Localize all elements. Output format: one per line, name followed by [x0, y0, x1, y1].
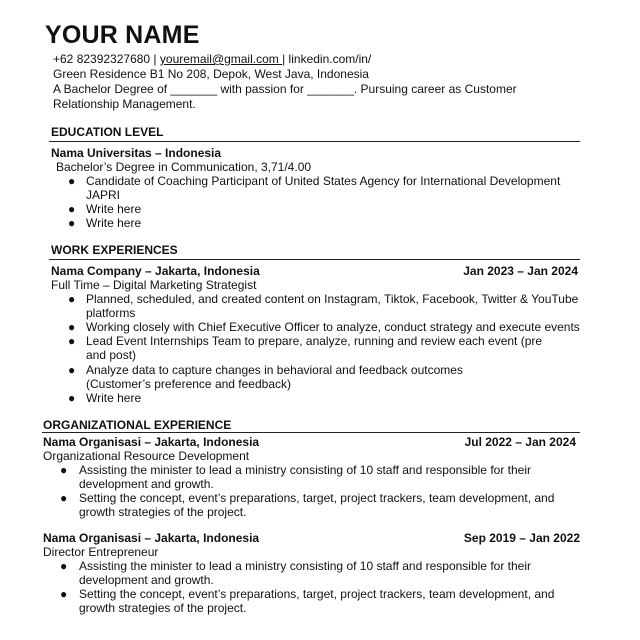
- work-rule: [49, 259, 580, 260]
- bullet-dot: ●: [68, 320, 76, 334]
- org1-bullet-1-cont: development and growth.: [79, 477, 214, 491]
- bullet-dot: ●: [68, 363, 76, 377]
- bullet-dot: ●: [68, 202, 76, 216]
- work-role: Full Time – Digital Marketing Strategist: [51, 278, 257, 292]
- work-bullet-1: Planned, scheduled, and created content on Instagram, Tiktok, Facebook, Twitter & YouTube: [86, 292, 579, 306]
- company-name: Nama Company – Jakarta, Indonesia: [51, 264, 260, 278]
- org-name-1: Nama Organisasi – Jakarta, Indonesia: [43, 435, 260, 449]
- degree: Bachelor’s Degree in Communication, 3,71/4.00: [56, 160, 312, 174]
- edu-bullet-2: Write here: [86, 202, 142, 216]
- work-bullet-2: Working closely with Chief Executive Officer to analyze, conduct strategy and execute events: [86, 320, 580, 334]
- bullet-dot: ●: [68, 292, 76, 306]
- work-bullet-3: Lead Event Internships Team to prepare, analyze, running and review each event (pre: [86, 334, 543, 348]
- work-bullet-4: Analyze data to capture changes in behavioral and feedback outcomes: [86, 363, 463, 377]
- edu-bullet-3: Write here: [86, 216, 142, 230]
- org1-bullet-2-cont: growth strategies of the project.: [79, 505, 247, 519]
- contact-line: [53, 52, 371, 66]
- org2-bullet-1: Assisting the minister to lead a ministry consisting of 10 staff and responsible for their: [79, 559, 531, 573]
- org-dates-2: Sep 2019 – Jan 2022: [463, 531, 580, 545]
- bullet-dot: ●: [68, 391, 76, 405]
- org2-bullet-2-cont: growth strategies of the project.: [79, 601, 247, 615]
- work-bullet-5: Write here: [86, 391, 142, 405]
- org2-bullet-2: Setting the concept, event’s preparations, target, project trackers, team development, and: [79, 587, 555, 601]
- org1-bullet-2: Setting the concept, event’s preparations, target, project trackers, team development, and: [79, 491, 555, 505]
- address: Green Residence B1 No 208, Depok, West Java, Indonesia: [53, 67, 369, 81]
- org-role-1: Organizational Resource Development: [43, 449, 250, 463]
- work-dates: Jan 2023 – Jan 2024: [463, 264, 578, 278]
- resume-name: YOUR NAME: [45, 21, 200, 49]
- work-bullet-3-cont: and post): [86, 348, 137, 362]
- education-rule: [49, 141, 580, 142]
- org-rule: [42, 432, 580, 433]
- summary-line-2: Relationship Management.: [53, 97, 196, 111]
- edu-bullet-1-cont: JAPRI: [86, 188, 121, 202]
- bullet-dot: ●: [60, 491, 68, 505]
- org-role-2: Director Entrepreneur: [43, 545, 159, 559]
- education-heading: EDUCATION LEVEL: [51, 125, 164, 139]
- org-heading: ORGANIZATIONAL EXPERIENCE: [43, 418, 232, 432]
- bullet-dot: ●: [68, 174, 76, 188]
- bullet-dot: ●: [60, 463, 68, 477]
- org-name-2: Nama Organisasi – Jakarta, Indonesia: [43, 531, 260, 545]
- email-link[interactable]: youremail@gmail.com: [159, 52, 283, 66]
- phone: +62 82392327680 |: [53, 52, 160, 66]
- bullet-dot: ●: [60, 587, 68, 601]
- edu-bullet-1: Candidate of Coaching Participant of United States Agency for International Development: [86, 174, 561, 188]
- bullet-dot: ●: [68, 216, 76, 230]
- bullet-dot: ●: [60, 559, 68, 573]
- linkedin[interactable]: | linkedin.com/in/: [282, 52, 372, 66]
- work-bullet-4-cont: (Customer’s preference and feedback): [86, 377, 291, 391]
- work-heading: WORK EXPERIENCES: [51, 243, 178, 257]
- org-dates-1: Jul 2022 – Jan 2024: [464, 435, 576, 449]
- bullet-dot: ●: [68, 334, 76, 348]
- org2-bullet-1-cont: development and growth.: [79, 573, 214, 587]
- summary-line-1: A Bachelor Degree of _______ with passion for _______. Pursuing career as Customer: [53, 82, 517, 96]
- work-bullet-1-cont: platforms: [86, 306, 136, 320]
- org1-bullet-1: Assisting the minister to lead a ministry consisting of 10 staff and responsible for their: [79, 463, 531, 477]
- school-name: Nama Universitas – Indonesia: [51, 146, 222, 160]
